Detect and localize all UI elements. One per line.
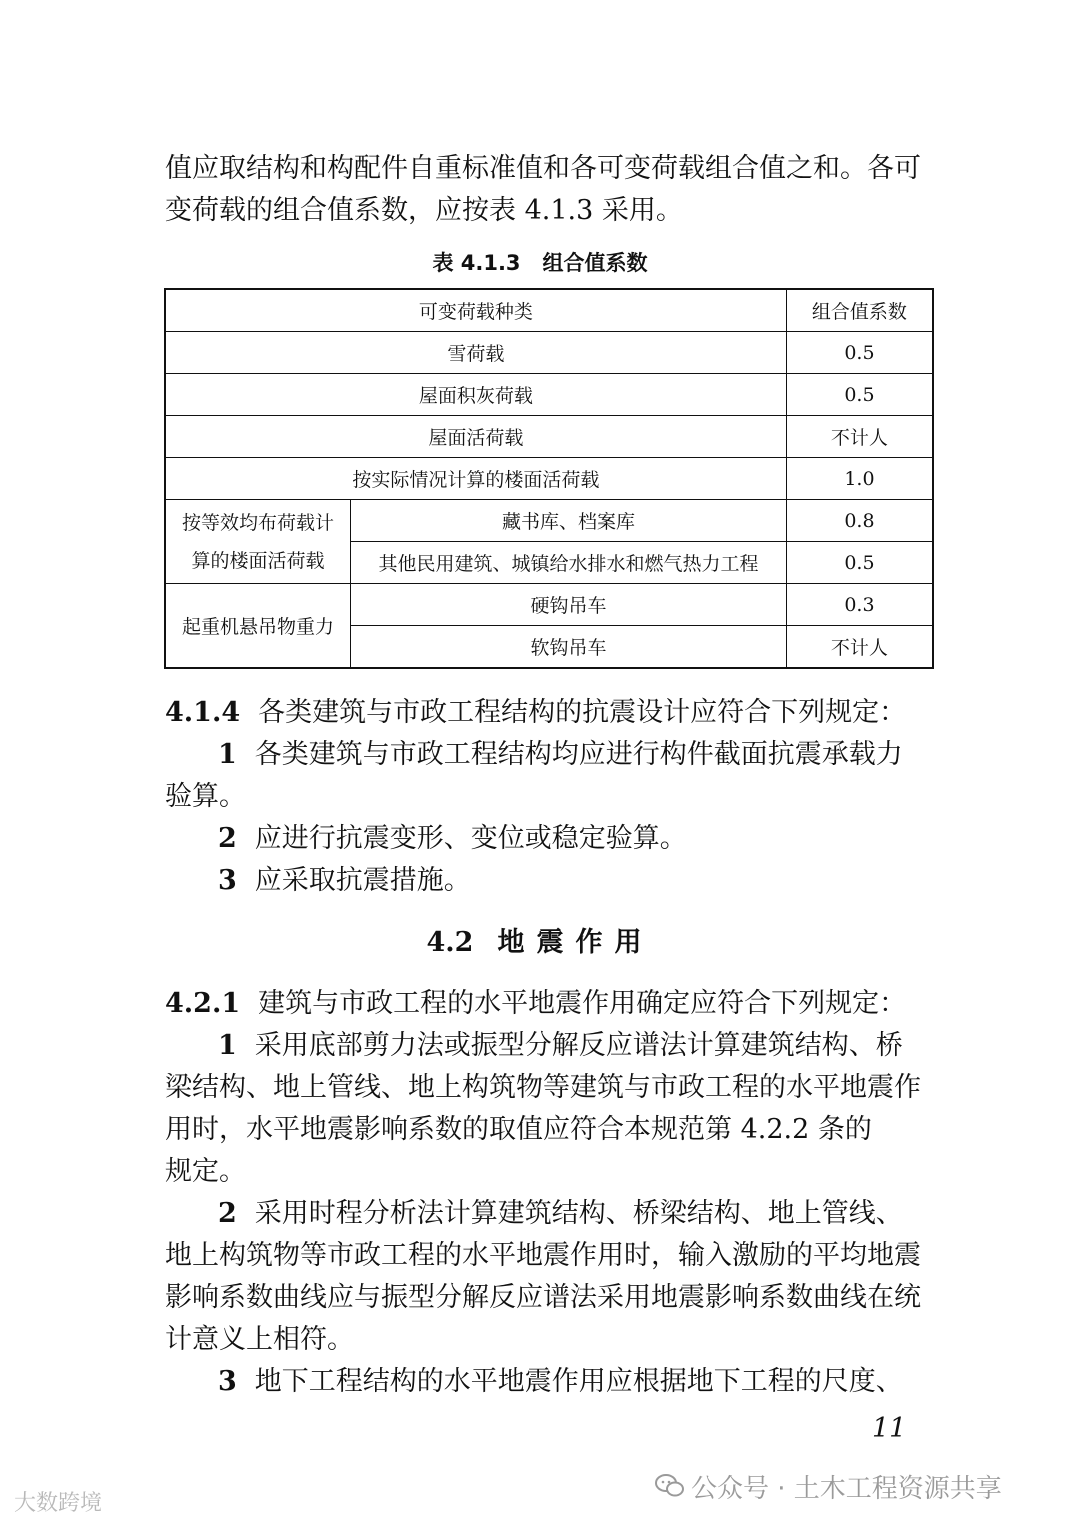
table-row [165, 500, 933, 542]
cell-value: 0.8 [786, 500, 933, 542]
intro-line-2: 变荷载的组合值系数，应按表 4.1.3 采用。 [165, 195, 683, 226]
cell-label: 硬钩吊车 [351, 584, 787, 626]
cell-label: 屋面积灰荷载 [165, 374, 786, 416]
cell-value: 0.5 [786, 542, 933, 584]
section-title: 地震作用 [497, 927, 654, 958]
cell-group-label: 起重机悬吊物重力 [165, 584, 351, 669]
item-text-continued: 影响系数曲线应与振型分解反应谱法采用地震影响系数曲线在统 [165, 1282, 921, 1313]
item-text: 应进行抗震变形、变位或稳定验算。 [254, 823, 687, 854]
cell-value: 0.5 [786, 374, 933, 416]
header-coefficient: 组合值系数 [786, 289, 933, 332]
watermark-right [655, 1468, 1002, 1506]
clause-item [218, 1193, 903, 1235]
clause-number: 4.2.1 [165, 988, 241, 1019]
item-text: 各类建筑与市政工程结构均应进行构件截面抗震承载力 [254, 739, 903, 770]
cell-label: 其他民用建筑、城镇给水排水和燃气热力工程 [351, 542, 787, 584]
table-row [165, 416, 933, 458]
clause-text: 各类建筑与市政工程结构的抗震设计应符合下列规定： [258, 697, 907, 728]
item-text: 采用底部剪力法或振型分解反应谱法计算建筑结构、桥 [254, 1030, 903, 1061]
item-text-continued: 梁结构、地上管线、地上构筑物等建筑与市政工程的水平地震作 [165, 1072, 921, 1103]
cell-value: 0.5 [786, 332, 933, 374]
item-text: 应采取抗震措施。 [254, 865, 471, 896]
clause-item [218, 818, 687, 860]
cell-label: 软钩吊车 [351, 626, 787, 669]
header-load-type: 可变荷载种类 [165, 289, 786, 332]
item-number: 1 [218, 1030, 237, 1061]
clause-item [218, 1361, 903, 1403]
watermark-text: 公众号 · 土木工程资源共享 [691, 1474, 1002, 1504]
table-row [165, 458, 933, 500]
cell-value: 不计人 [786, 416, 933, 458]
combination-coefficient-table [164, 288, 934, 669]
item-number: 2 [218, 1198, 237, 1229]
cell-group-label: 按等效均布荷载计算的楼面活荷载 [165, 500, 351, 584]
section-heading [0, 922, 1080, 964]
item-text-continued: 地上构筑物等市政工程的水平地震作用时，输入激励的平均地震 [165, 1240, 921, 1271]
watermark-left: 大数跨境 [14, 1491, 103, 1516]
item-number: 1 [218, 739, 237, 770]
clause-text: 建筑与市政工程的水平地震作用确定应符合下列规定： [258, 988, 907, 1019]
clause-item [218, 734, 903, 776]
clause-4-1-4 [165, 692, 906, 734]
clause-item [218, 860, 471, 902]
item-text: 采用时程分析法计算建筑结构、桥梁结构、地上管线、 [254, 1198, 903, 1229]
item-text-continued: 计意义上相符。 [165, 1324, 354, 1355]
item-number: 3 [218, 1366, 237, 1397]
cell-label: 按实际情况计算的楼面活荷载 [165, 458, 786, 500]
wechat-icon [655, 1473, 685, 1506]
item-text-continued: 规定。 [165, 1156, 246, 1187]
table-row [165, 332, 933, 374]
item-number: 3 [218, 865, 237, 896]
cell-label: 藏书库、档案库 [351, 500, 787, 542]
cell-value: 1.0 [786, 458, 933, 500]
table-caption-number: 表 4.1.3 [432, 251, 521, 275]
section-number: 4.2 [426, 927, 474, 958]
item-text-continued: 用时，水平地震影响系数的取值应符合本规范第 4.2.2 条的 [165, 1114, 872, 1145]
table-row [165, 374, 933, 416]
cell-label: 屋面活荷载 [165, 416, 786, 458]
cell-label: 雪荷载 [165, 332, 786, 374]
item-text-continued: 验算。 [165, 781, 246, 812]
clause-number: 4.1.4 [165, 697, 241, 728]
table-caption-title: 组合值系数 [542, 251, 648, 275]
intro-line-1: 值应取结构和构配件自重标准值和各可变荷载组合值之和。各可 [165, 153, 921, 184]
cell-value: 0.3 [786, 584, 933, 626]
item-number: 2 [218, 823, 237, 854]
clause-4-2-1 [165, 983, 906, 1025]
table-header-row [165, 289, 933, 332]
table-caption [0, 245, 1080, 281]
table-row [165, 584, 933, 626]
page-number: 11 [872, 1413, 907, 1444]
clause-item [218, 1025, 903, 1067]
cell-value: 不计人 [786, 626, 933, 669]
item-text: 地下工程结构的水平地震作用应根据地下工程的尺度、 [254, 1366, 903, 1397]
